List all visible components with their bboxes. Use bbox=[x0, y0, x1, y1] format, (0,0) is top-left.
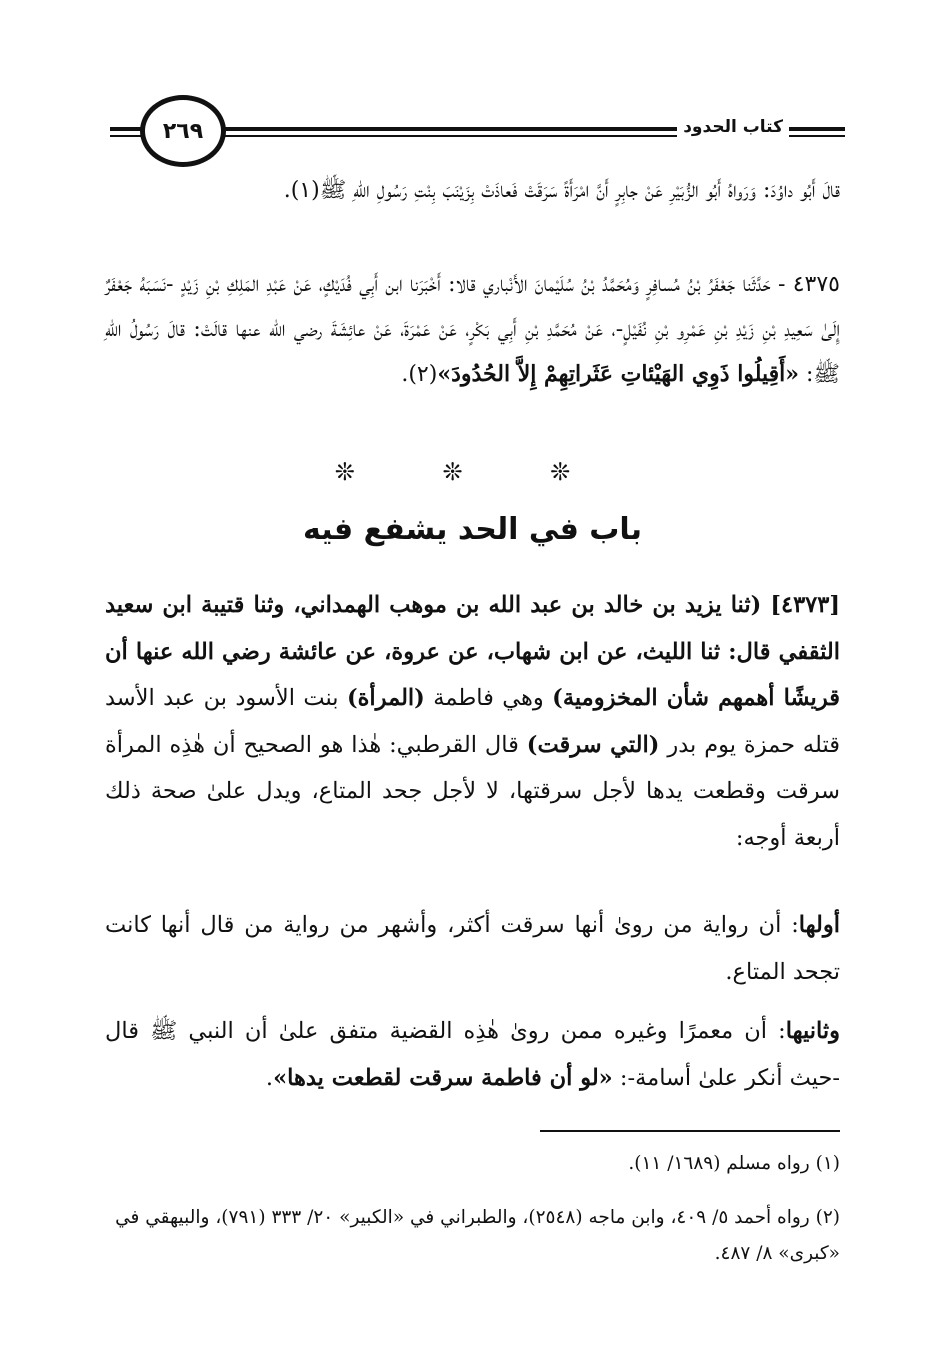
running-title: كتاب الحدود bbox=[677, 117, 789, 137]
hadith-matn: «أَقِيلُوا ذَوِي الهَيْئاتِ عَثَراتِهِمْ إِلاَّ الحُدُودَ» bbox=[437, 361, 800, 387]
commentary-paragraph-2 bbox=[105, 902, 840, 995]
hadith-paragraph-1: قالَ أَبُو داوُدَ: وَرَواهُ أَبُو الزُّبَيْرِ عَنْ جابِرٍ أَنَّ امْرَأَةً سَرَقَتْ فَعاذَتْ بِزَيْنَبَ بِنْتِ رَسُولِ اللهِ ﷺ(١). bbox=[283, 178, 840, 203]
hadith-isnad: ٤٣٧٥ - حَدَّثَنا جَعْفَرُ بْنُ مُسافِرٍ وَمُحَمَّدُ بْنُ سُلَيْمانَ الأَنْباري قالا: أَخْبَرَنا ابن أَبِي فُدَيْكٍ، عَنْ عَبْدِ المَلِكِ بْنِ زَيْدٍ -نَسَبَهُ جَعْفَرٌ إِلَىٰ سَعِيدِ بْنِ زَيْدِ بْنِ عَمْرِو بْنِ نُفَيْلٍ-، عَنْ مُحَمَّدِ بْنِ أَبِي بَكْرٍ، عَنْ عَمْرَةَ، عَنْ عائِشَةَ رضي الله عنها قالَتْ: قالَ رَسُولُ اللهِ ﷺ: bbox=[105, 272, 840, 387]
commentary-text: : أن رواية من روىٰ أنها سرقت أكثر، وأشهر من رواية من قال أنها كانت تجحد المتاع. bbox=[105, 912, 840, 985]
chapter-title: باب في الحد يشفع فيه bbox=[303, 512, 642, 547]
footnote-divider bbox=[540, 1130, 840, 1132]
commentary-text: . bbox=[265, 1064, 274, 1091]
commentary-quote: (التي سرقت) bbox=[526, 731, 660, 758]
commentary-paragraph-1 bbox=[105, 582, 840, 861]
hadith-paragraph-2 bbox=[105, 262, 840, 397]
footnote-2: (٢) رواه أحمد ٥/ ٤٠٩، وابن ماجه (٢٥٤٨)، والطبراني في «الكبير» ٢٠/ ٣٣٣ (٧٩١)، والبيهقي في «كبرى» ٨/ ٤٨٧. bbox=[115, 1207, 840, 1264]
commentary-text: قال القرطبي: هٰذا هو الصحيح أن هٰذِه المرأة سرقت وقطعت يدها لأجل سرقتها، لا لأجل جحد المتاع، ويدل علىٰ صحة ذلك أربعة أوجه: bbox=[105, 731, 840, 851]
footnote-1: (١) رواه مسلم (١٦٨٩/ ١١). bbox=[628, 1153, 840, 1174]
commentary-text: : أن معمرًا وغيره ممن روىٰ هٰذِه القضية متفق علىٰ أن النبي ﷺ قال -حيث أنكر علىٰ أسامة-: bbox=[105, 1018, 840, 1091]
running-header bbox=[100, 95, 845, 165]
commentary-text: وهي فاطمة bbox=[424, 685, 553, 711]
commentary-quote: (المرأة) bbox=[346, 685, 425, 711]
point-label-first: أولها bbox=[798, 912, 840, 938]
commentary-text: بنت الأسود بن عبد الأسد قتله حمزة يوم بدر bbox=[105, 685, 840, 758]
commentary-isnad: [٤٣٧٣] (ثنا يزيد بن خالد بن عبد الله بن موهب الهمداني، وثنا قتيبة ابن سعيد الثقفي قال: ثنا الليث، عن ابن شهاب، عن عروة، عن عائشة رضي الله عنها أن قريشًا أهمهم شأن المخزومية) bbox=[105, 592, 840, 711]
hadith-footnote-ref: (٢). bbox=[401, 362, 438, 387]
page-number: ٢٦٩ bbox=[140, 95, 226, 167]
point-label-second: وثانيها bbox=[785, 1018, 840, 1044]
commentary-quote: «لو أن فاطمة سرقت لقطعت يدها» bbox=[273, 1064, 613, 1091]
commentary-paragraph-3 bbox=[105, 1008, 840, 1101]
section-separator: ❊ ❊ ❊ bbox=[334, 458, 611, 486]
